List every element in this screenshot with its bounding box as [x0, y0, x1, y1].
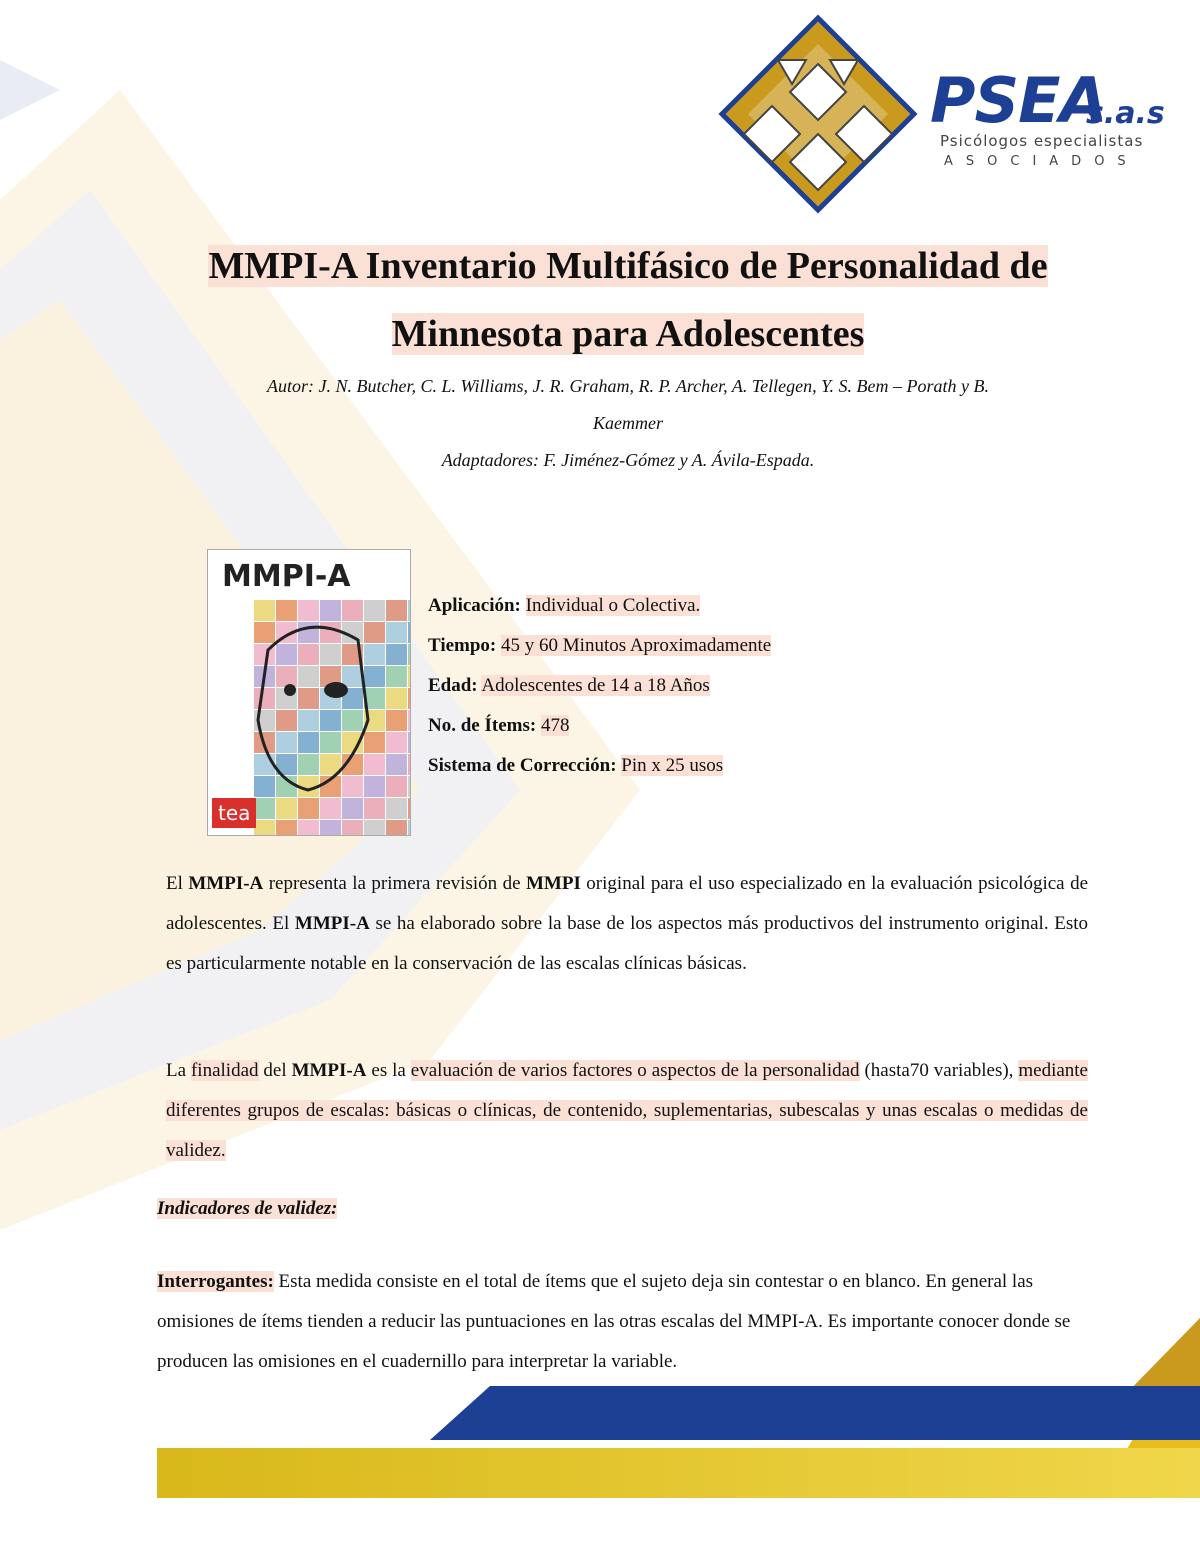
footer-gold-band [157, 1448, 1200, 1498]
brand-suffix: s.a.s [1086, 96, 1165, 131]
authors-block [170, 368, 1086, 479]
spec-value: Adolescentes de 14 a 18 Años [481, 675, 710, 696]
spec-label: Tiempo: [428, 635, 497, 656]
brand-name: PSEA [930, 64, 1107, 137]
adapters-line: Adaptadores: F. Jiménez-Gómez y A. Ávila-Espada. [441, 450, 815, 470]
spec-row [428, 626, 988, 666]
spec-value: Individual o Colectiva. [525, 595, 701, 616]
spec-row [428, 706, 988, 746]
spec-label: Aplicación: [428, 595, 521, 616]
cover-publisher: tea [218, 801, 251, 825]
spec-value: 45 y 60 Minutos Aproximadamente [501, 635, 772, 656]
brand-tagline: Psicólogos especialistas [940, 132, 1144, 150]
description-paragraph: El MMPI-A representa la primera revisión de MMPI original para el uso especializado en la evaluación psicológica de adolescentes. El MMPI-A se ha elaborado sobre la base de los aspectos más productivos del instrumento original. Esto es particularmente notable en la conservación de las escalas clínicas básicas. [166, 873, 1089, 974]
brand-tagline-secondary: ASOCIADOS [944, 154, 1139, 169]
spec-label: No. de Ítems: [428, 715, 537, 736]
diamond-arrows-icon [718, 14, 918, 214]
page-title [150, 232, 1106, 368]
spec-row [428, 746, 988, 786]
authors-line-1: Autor: J. N. Butcher, C. L. Williams, J. R. Graham, R. P. Archer, A. Tellegen, Y. S. Bem – Porath y B. [267, 376, 989, 396]
purpose-paragraph: La finalidad del MMPI-A es la evaluación de varios factores o aspectos de la personalidad (hasta70 variables), mediante diferentes grupos de escalas: básicas o clínicas, de contenido, suplementarias, subescalas y unas escalas o medidas de validez. [166, 1060, 1088, 1161]
spec-value: 478 [540, 715, 570, 736]
book-cover-image [207, 549, 411, 836]
validity-heading: Indicadores de validez: [157, 1198, 338, 1219]
cover-title: MMPI-A [222, 559, 351, 594]
spec-row [428, 666, 988, 706]
interrogantes-paragraph: Interrogantes: Esta medida consiste en el total de ítems que el sujeto deja sin contestar o en blanco. En general las omisiones de ítems tienden a reducir las puntuaciones en las otras escalas del MMPI-A. Es importante conocer donde se producen las omisiones en el cuadernillo para interpretar la variable. [157, 1271, 1071, 1372]
authors-line-2: Kaemmer [593, 413, 663, 433]
footer-blue-band [430, 1386, 1200, 1440]
title-line-2: Minnesota para Adolescentes [391, 313, 865, 355]
brand-logo [718, 14, 1188, 214]
spec-row [428, 586, 988, 626]
spec-label: Edad: [428, 675, 478, 696]
title-line-1: MMPI-A Inventario Multifásico de Personalidad de [208, 245, 1048, 287]
spec-label: Sistema de Corrección: [428, 755, 617, 776]
test-specs [428, 586, 988, 786]
spec-value: Pin x 25 usos [621, 755, 724, 776]
